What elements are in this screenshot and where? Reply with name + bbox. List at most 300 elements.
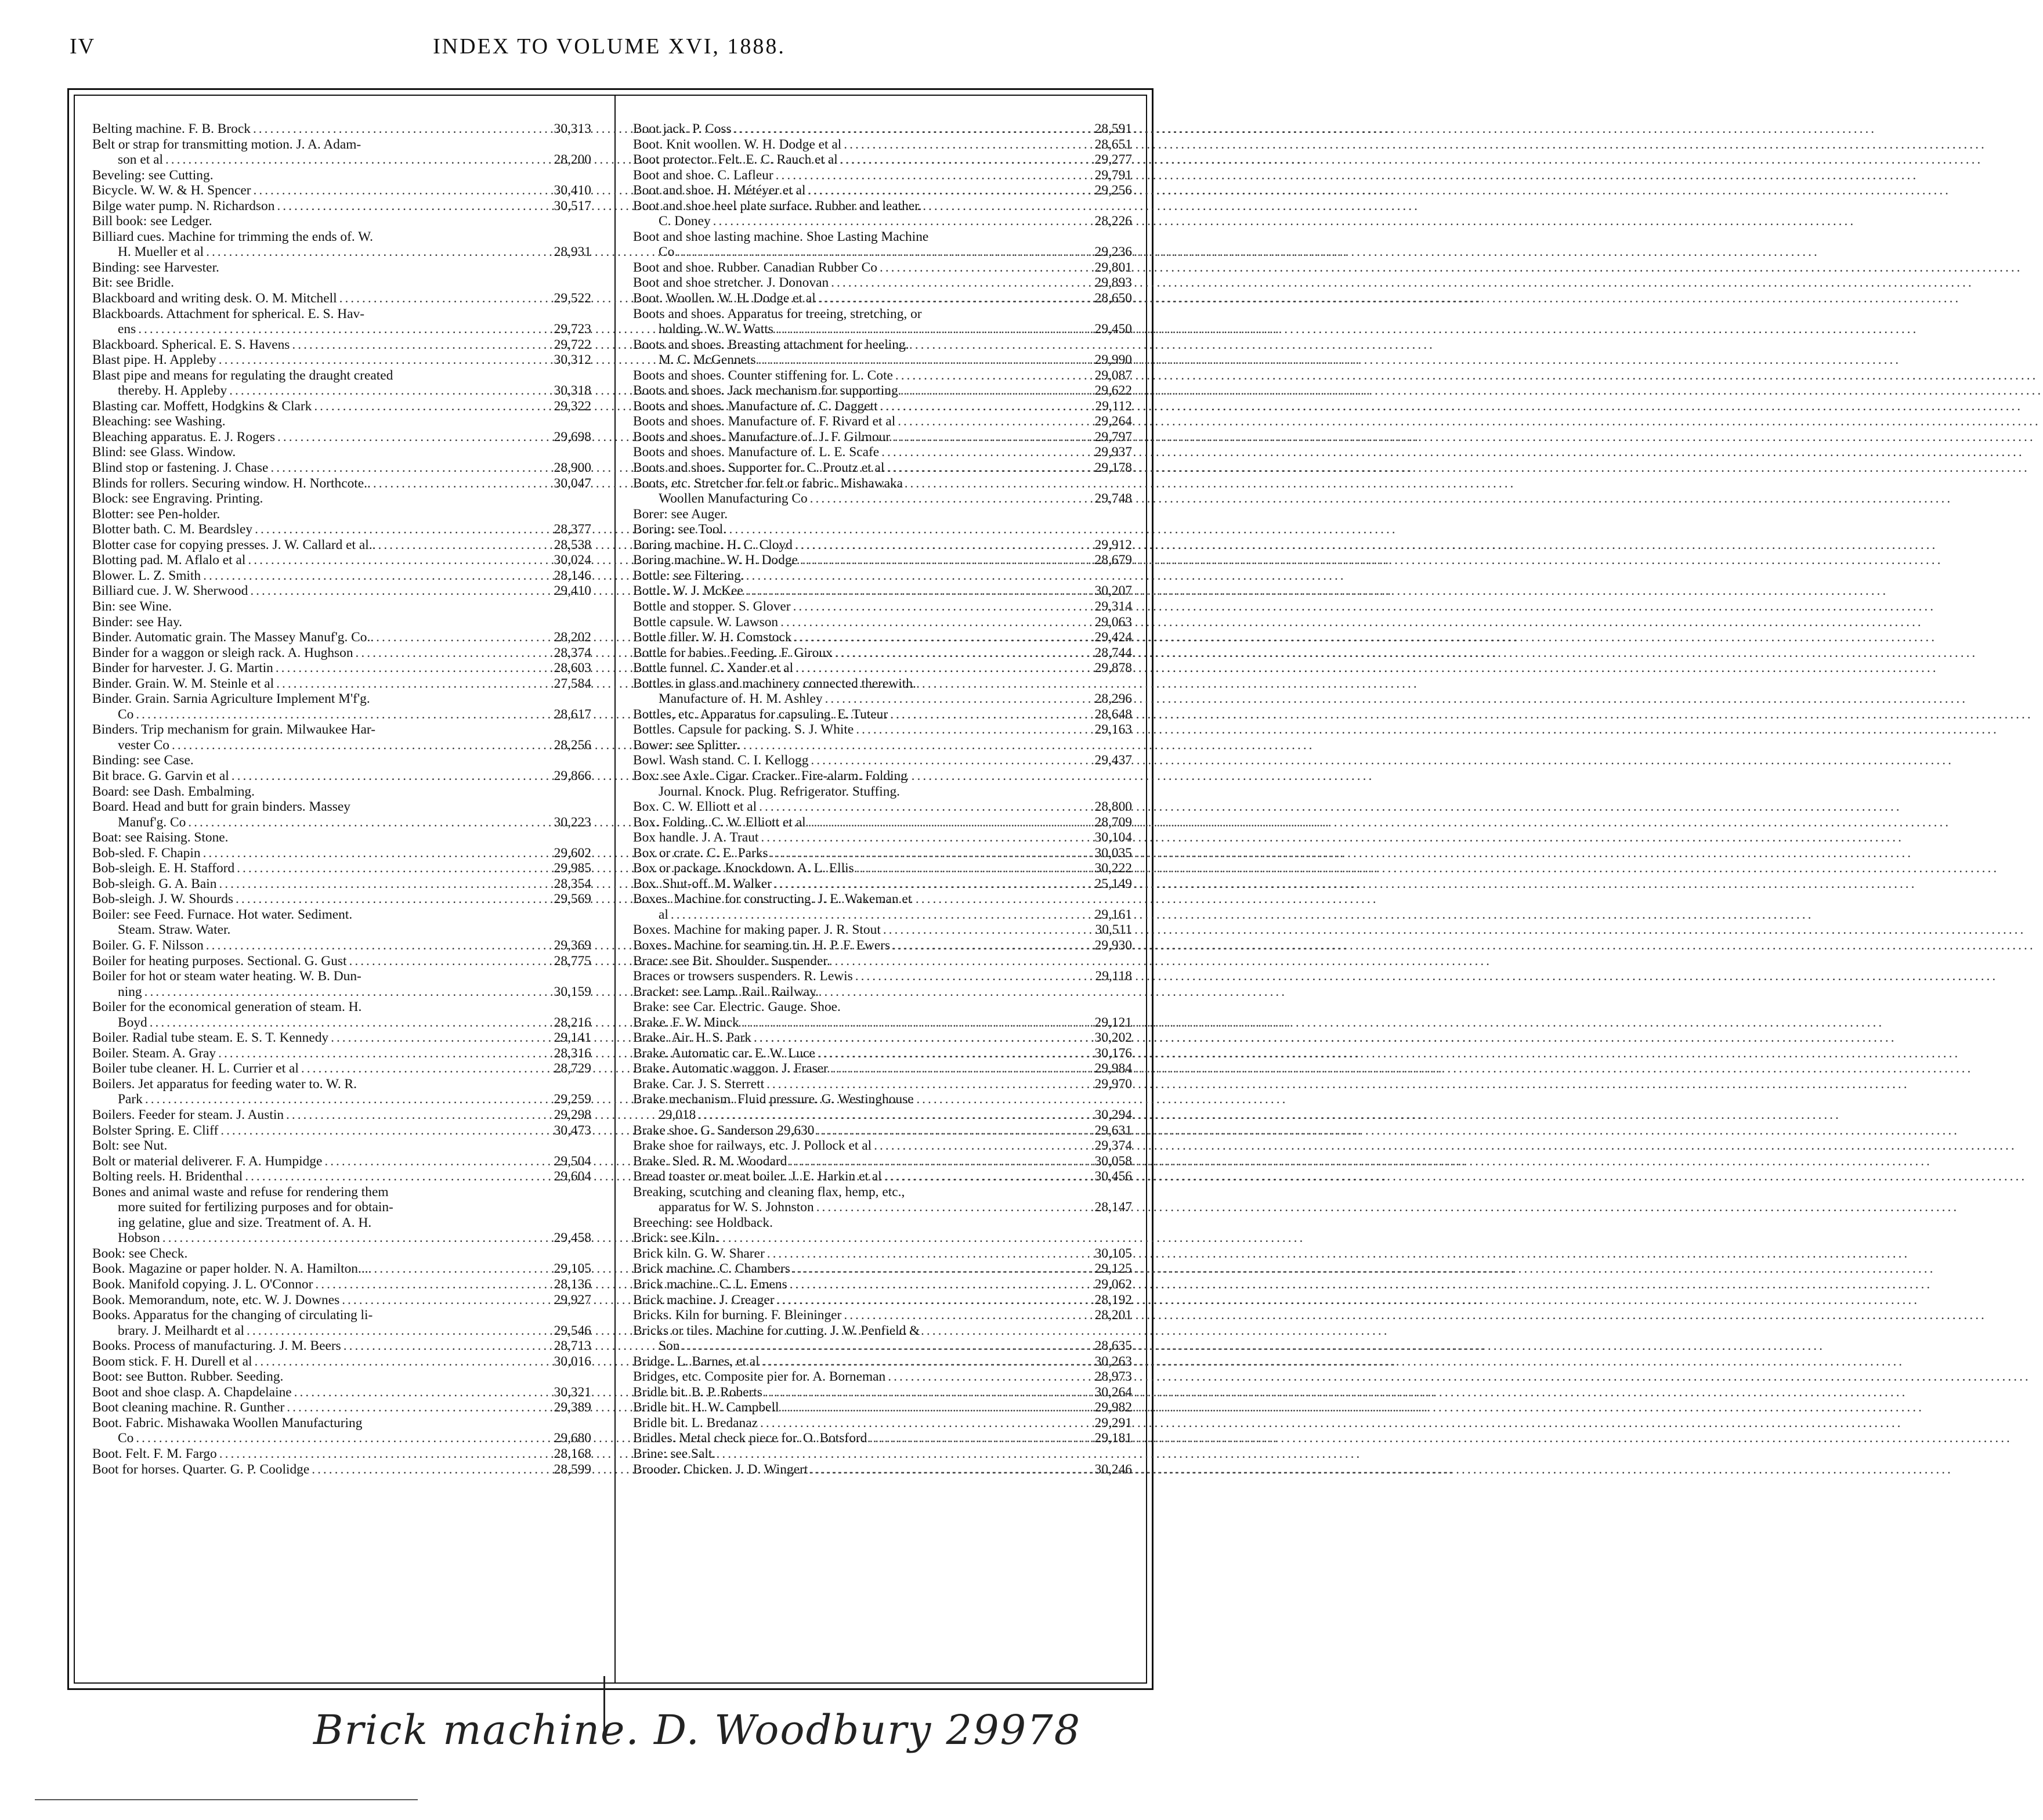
index-entry — [633, 244, 1132, 260]
index-entry — [633, 660, 1132, 676]
index-entry — [633, 599, 1132, 615]
leader-dots — [887, 460, 1074, 476]
entry-text: Boots and shoes. Manufacture of. F. Rivard et al — [633, 414, 896, 429]
patent-number: 29,723 — [554, 322, 591, 337]
patent-number: 28,900 — [554, 460, 591, 476]
leader-dots — [144, 984, 533, 1000]
leader-dots — [811, 753, 1074, 768]
index-entry — [633, 1415, 1132, 1431]
leader-dots — [315, 1277, 533, 1292]
patent-number: 29,112 — [1095, 398, 1132, 414]
patent-number: 28,316 — [554, 1045, 591, 1061]
patent-number: 28,931 — [554, 244, 591, 260]
patent-number: 29,569 — [554, 891, 591, 907]
patent-number: 30,176 — [1094, 1045, 1132, 1061]
index-entry — [633, 491, 1132, 507]
patent-number: 28,202 — [554, 630, 591, 645]
entry-text: Breaking, scutching and cleaning flax, hemp, etc., — [633, 1184, 905, 1200]
index-entry — [92, 1277, 591, 1292]
handwritten-note: Brick machine. D. Woodbury 29978 — [313, 1706, 1082, 1754]
leader-dots — [818, 291, 1074, 306]
entry-text: Boot: see Button. Rubber. Seeding. — [92, 1369, 284, 1385]
index-entry — [92, 583, 591, 599]
entry-text: Brick kiln. G. W. Sharer — [633, 1245, 765, 1261]
index-entry — [92, 815, 591, 830]
leader-dots — [844, 137, 1074, 153]
entry-text: Brake. Car. J. S. Sterrett — [633, 1076, 765, 1092]
leader-dots — [314, 399, 533, 414]
entry-text: Book: see Check. — [92, 1245, 188, 1261]
leader-dots — [767, 1246, 1074, 1262]
leader-dots — [145, 1092, 533, 1107]
entry-text: Boring machine. W. H. Dodge — [633, 552, 798, 568]
index-entry — [633, 1385, 1132, 1400]
entry-text: Binding: see Harvester. — [92, 259, 219, 275]
leader-dots — [777, 1292, 1074, 1308]
leader-dots — [219, 1446, 533, 1462]
leader-dots — [880, 260, 1074, 276]
entry-text: Boilers. Jet apparatus for feeding water to. W. R. — [92, 1076, 357, 1092]
entry-text: Bolt or material deliverer. F. A. Humpidge — [92, 1153, 323, 1169]
index-entry — [633, 445, 1132, 460]
entry-text: Brake. Automatic waggon. J. Fraser — [633, 1061, 828, 1077]
leader-dots — [248, 552, 533, 568]
patent-number: 29,698 — [554, 429, 591, 445]
index-entry — [633, 198, 1132, 214]
entry-text: Bones and animal waste and refuse for rendering them — [92, 1184, 389, 1200]
entry-text: Bolt: see Nut. — [92, 1138, 168, 1154]
patent-number: 29,791 — [1094, 167, 1132, 183]
leader-dots — [237, 861, 533, 876]
entry-text: Boiler for hot or steam water heating. W. B. Dun- — [92, 969, 361, 984]
entry-text: Manuf'g. Co — [118, 814, 186, 830]
entry-text: Brick machine. J. Creager — [633, 1292, 775, 1308]
entry-text: Bracket: see Lamp. Rail. Railway. — [633, 984, 819, 999]
index-entry — [633, 676, 1132, 692]
entry-text: Brake. Automatic car. E. W. Luce — [633, 1045, 815, 1061]
entry-text: Manufacture of. H. M. Ashley — [659, 691, 823, 707]
patent-number: 28,192 — [1094, 1292, 1132, 1308]
entry-text: Brake. Sled. R. M. Woodard — [633, 1153, 787, 1169]
index-entry — [633, 1369, 1132, 1385]
leader-dots — [232, 768, 533, 784]
entry-text: M. C. McGennets — [659, 352, 756, 368]
index-entry — [633, 1277, 1132, 1292]
entry-text: C. Doney — [659, 214, 711, 229]
entry-text: Boots and shoes. Apparatus for treeing, stretching, or — [633, 306, 922, 322]
entry-text: Board. Head and butt for grain binders. Massey — [92, 799, 350, 815]
patent-number: 29,990 — [1094, 352, 1132, 368]
leader-dots — [742, 1015, 1074, 1031]
leader-dots — [780, 615, 1074, 630]
leader-dots — [762, 1354, 1074, 1370]
entry-text: Son — [659, 1338, 680, 1354]
patent-number: 30,047 — [554, 475, 591, 491]
index-entry — [633, 784, 1132, 800]
index-entry — [92, 660, 591, 676]
entry-text: Journal. Knock. Plug. Refrigerator. Stuffing. — [659, 783, 900, 799]
entry-text: ing gelatine, glue and size. Treatment of. A. H. — [118, 1215, 372, 1230]
index-entry — [633, 738, 1132, 753]
entry-text: Binder: see Hay. — [92, 614, 183, 630]
index-entry — [633, 291, 1132, 306]
left-column — [92, 121, 591, 1477]
index-entry — [92, 615, 591, 630]
patent-number: 29,256 — [1094, 183, 1132, 198]
index-entry — [92, 599, 591, 615]
patent-number: 29,866 — [554, 768, 591, 783]
patent-number: 28,216 — [554, 1014, 591, 1030]
index-entry — [92, 891, 591, 907]
leader-dots — [880, 399, 1074, 414]
leader-dots — [795, 537, 1074, 553]
leader-dots — [324, 1154, 533, 1169]
leader-dots — [286, 1107, 533, 1123]
index-entry — [92, 984, 591, 1000]
index-entry — [633, 691, 1132, 707]
patent-number: 28,296 — [1094, 691, 1132, 707]
entry-text: Boots and shoes. Breasting attachment for heeling. — [633, 337, 909, 352]
index-entry — [633, 1338, 1132, 1354]
entry-text: Boot cleaning machine. R. Gunther — [92, 1400, 285, 1415]
patent-number: 30,222 — [1094, 861, 1132, 876]
index-entry — [92, 1077, 591, 1092]
page-title: INDEX TO VOLUME XVI, 1888. — [433, 34, 786, 59]
patent-number: 29,522 — [554, 291, 591, 306]
index-entry — [92, 460, 591, 476]
index-entry — [633, 907, 1132, 923]
index-entry — [92, 784, 591, 800]
index-entry — [633, 383, 1132, 399]
entry-text: Boot and shoe lasting machine. Shoe Lasting Machine — [633, 229, 929, 244]
patent-number: 27,584 — [554, 676, 591, 691]
index-entry — [92, 876, 591, 892]
index-entry — [92, 707, 591, 723]
entry-text: Bower: see Splitter. — [633, 737, 740, 753]
entry-text: Bread toaster or meat boiler. J. E. Harkin et al — [633, 1169, 882, 1185]
entry-text: Co — [118, 1431, 134, 1446]
index-entry — [633, 984, 1132, 1000]
patent-number: 29,622 — [1094, 383, 1132, 399]
entry-text: Bottles. Capsule for packing. S. J. White — [633, 722, 854, 738]
patent-number: 29,437 — [1094, 753, 1132, 768]
index-entry — [92, 861, 591, 876]
index-entry — [633, 861, 1132, 876]
index-entry — [633, 1138, 1132, 1154]
patent-number: 28,256 — [554, 737, 591, 753]
entry-text: Brake mechanism. Fluid pressure. G. Westinghouse — [633, 1092, 914, 1107]
index-entry — [92, 352, 591, 368]
patent-number: 29,298 — [554, 1107, 591, 1122]
leader-dots — [136, 1431, 533, 1446]
patent-number: 29,118 — [1095, 969, 1132, 984]
leader-dots — [713, 214, 1074, 229]
patent-number: 30,024 — [554, 552, 591, 568]
index-entry — [633, 1354, 1132, 1370]
page-number: IV — [70, 34, 96, 59]
entry-text: Binder. Grain. Sarnia Agriculture Implement M'f'g. — [92, 691, 370, 707]
entry-text: Boot. Fabric. Mishawaka Woollen Manufacturing — [92, 1415, 363, 1431]
patent-number: 28,617 — [554, 706, 591, 722]
entry-text: Billiard cues. Machine for trimming the ends of. W. — [92, 229, 373, 244]
index-entry — [92, 322, 591, 337]
index-entry — [633, 1107, 1132, 1123]
entry-text: Boiler tube cleaner. H. L. Currier et al — [92, 1061, 299, 1077]
patent-number: 28,713 — [554, 1338, 591, 1354]
index-entry — [92, 1169, 591, 1185]
index-entry — [633, 1230, 1132, 1246]
index-entry — [92, 1338, 591, 1354]
index-entry — [633, 1061, 1132, 1077]
entry-text: Book. Memorandum, note, etc. W. J. Downes — [92, 1292, 340, 1308]
entry-text: Bridle bit. L. Bredanaz — [633, 1415, 758, 1431]
patent-number: 29,546 — [554, 1323, 591, 1338]
entry-text: Boyd — [118, 1014, 147, 1030]
index-entry — [633, 1015, 1132, 1031]
index-entry — [633, 1123, 1132, 1139]
index-entry — [633, 460, 1132, 476]
leader-dots — [800, 552, 1074, 568]
index-entry — [633, 768, 1132, 784]
patent-number: 29,604 — [554, 1169, 591, 1185]
leader-dots — [219, 352, 533, 368]
entry-text: Beveling: see Cutting. — [92, 167, 214, 183]
index-entry — [92, 830, 591, 846]
patent-number: 29,291 — [1094, 1415, 1132, 1431]
leader-dots — [277, 429, 533, 445]
index-entry — [633, 537, 1132, 553]
index-entry — [633, 630, 1132, 645]
entry-text: Blackboard. Spherical. E. S. Havens — [92, 337, 290, 352]
entry-text: Bill book: see Ledger. — [92, 214, 212, 229]
patent-number: 30,312 — [554, 352, 591, 368]
entry-text: Binder for a waggon or sleigh rack. A. Hughson — [92, 645, 353, 660]
index-entry — [633, 429, 1132, 445]
leader-dots — [856, 861, 1074, 876]
leader-dots — [255, 1354, 533, 1370]
entry-text: Bottle: see Filtering. — [633, 568, 744, 583]
entry-text: Belting machine. F. B. Brock — [92, 121, 251, 136]
leader-dots — [888, 1369, 1074, 1385]
entry-text: Brooder. Chicken. J. D. Wingert — [633, 1461, 808, 1477]
patent-number: 29,801 — [1094, 259, 1132, 275]
patent-number: 29,985 — [554, 861, 591, 876]
index-entry — [633, 152, 1132, 168]
entry-text: brary. J. Meilhardt et al — [118, 1323, 245, 1338]
patent-number: 29,161 — [1094, 907, 1132, 922]
index-entry — [633, 799, 1132, 815]
leader-dots — [203, 846, 533, 861]
entry-text: Blasting car. Moffett, Hodgkins & Clark — [92, 398, 312, 414]
leader-dots — [818, 1046, 1074, 1061]
index-entry — [633, 1246, 1132, 1262]
patent-number: 29,264 — [1094, 414, 1132, 429]
entry-text: Box handle. J. A. Traut — [633, 830, 759, 846]
index-entry — [633, 969, 1132, 984]
entry-text: Bricks. Kiln for burning. F. Bleininger — [633, 1308, 842, 1323]
index-entry — [633, 1215, 1132, 1231]
entry-text: Book. Magazine or paper holder. N. A. Hamilton.... — [92, 1261, 372, 1277]
index-entry — [92, 691, 591, 707]
index-entry — [92, 799, 591, 815]
footer-rule — [35, 1799, 418, 1800]
patent-number: 30,035 — [1094, 845, 1132, 861]
patent-number: 29,314 — [1094, 598, 1132, 614]
entry-text: son et al — [118, 152, 163, 168]
patent-number: 29,063 — [1094, 614, 1132, 630]
leader-dots — [203, 568, 533, 584]
leader-dots — [790, 1277, 1074, 1292]
patent-number: 29,389 — [554, 1400, 591, 1415]
entry-text: Bottles, etc. Apparatus for capsuling. E. Tuteur — [633, 706, 888, 722]
patent-number: 29,322 — [554, 398, 591, 414]
leader-dots — [844, 1308, 1074, 1323]
entry-text: Blotter case for copying presses. J. W. Callard et al.. — [92, 537, 376, 552]
entry-text: Brick: see Kiln. — [633, 1230, 719, 1246]
patent-number: 29,181 — [1094, 1431, 1132, 1446]
entry-text: Box or package. Knockdown. A. L. Ellis — [633, 861, 854, 876]
entry-text: ning — [118, 984, 142, 999]
index-entry — [92, 1046, 591, 1061]
leader-dots — [794, 630, 1074, 645]
entry-text: Binder. Grain. W. M. Steinle et al — [92, 676, 274, 691]
entry-text: Co — [659, 244, 675, 260]
entry-text: Boot and shoe. C. Lafleur — [633, 167, 773, 183]
leader-dots — [771, 846, 1074, 861]
leader-dots — [376, 630, 533, 645]
patent-number: 30,517 — [554, 198, 591, 214]
patent-number: 29,141 — [554, 1030, 591, 1046]
leader-dots — [172, 738, 533, 753]
entry-text: Co — [118, 706, 134, 722]
patent-number: 28,200 — [554, 152, 591, 168]
entry-text: Boot. Woollen. W. H. Dodge et al — [633, 291, 816, 306]
leader-dots — [165, 152, 533, 168]
index-frame-inner — [74, 95, 1147, 1684]
leader-dots — [754, 1030, 1074, 1046]
leader-dots — [874, 1138, 1074, 1154]
entry-text: 29,018 — [659, 1107, 696, 1122]
entry-text: Boot and shoe heel plate surface. Rubber and leather. — [633, 198, 922, 214]
patent-number: 28,226 — [1094, 214, 1132, 229]
entry-text: ens — [118, 322, 136, 337]
entry-text: Box. C. W. Elliott et al — [633, 799, 757, 815]
entry-text: Boilers. Feeder for steam. J. Austin — [92, 1107, 284, 1122]
leader-dots — [236, 891, 533, 907]
patent-number: 29,178 — [1094, 460, 1132, 476]
entry-text: Steam. Straw. Water. — [118, 922, 231, 938]
right-column — [633, 121, 1132, 1477]
entry-text: Brake shoe for railways, etc. J. Pollock et al — [633, 1138, 872, 1154]
index-entry — [633, 1462, 1132, 1478]
patent-number: 29,450 — [1094, 322, 1132, 337]
entry-text: Box. Folding. C. W. Elliott et al — [633, 814, 806, 830]
leader-dots — [892, 938, 1074, 954]
leader-dots — [883, 922, 1074, 938]
entry-text: Blast pipe. H. Appleby — [92, 352, 216, 368]
entry-text: Boot protector. Felt. E. C. Rauch et al — [633, 152, 838, 168]
entry-text: Boiler. G. F. Nilsson — [92, 937, 204, 953]
index-entry — [92, 568, 591, 584]
patent-number: 30,263 — [1094, 1353, 1132, 1369]
index-entry — [92, 969, 591, 984]
entry-text: Blinds for rollers. Securing window. H. Northcote.. — [92, 475, 371, 491]
entry-text: Park — [118, 1092, 143, 1107]
leader-dots — [895, 368, 1074, 384]
index-entry — [92, 275, 591, 291]
patent-number: 29,970 — [1094, 1076, 1132, 1092]
index-entry — [92, 630, 591, 645]
entry-text: Boots and shoes. Counter stiffening for. L. Cote — [633, 367, 893, 383]
entry-text: Boot and shoe. H. Météyer et al — [633, 183, 806, 198]
leader-dots — [760, 1415, 1074, 1431]
index-entry — [92, 183, 591, 198]
patent-number: 29,912 — [1094, 537, 1132, 552]
patent-number: 30,294 — [1094, 1107, 1132, 1122]
index-entry — [92, 198, 591, 214]
entry-text: Bottles in glass and machinery connected therewith. — [633, 676, 916, 691]
entry-text: Boots, etc. Stretcher for felt or fabric. Mishawaka — [633, 475, 903, 491]
patent-number: 29,504 — [554, 1153, 591, 1169]
entry-text: Bob-sleigh. E. H. Stafford — [92, 861, 235, 876]
index-entry — [92, 260, 591, 276]
patent-number: 28,800 — [1094, 799, 1132, 815]
entry-text: Boot for horses. Quarter. G. P. Coolidge — [92, 1461, 310, 1477]
patent-number: 25,149 — [1094, 876, 1132, 891]
leader-dots — [219, 876, 533, 892]
patent-number: 28,374 — [554, 645, 591, 660]
leader-dots — [816, 1123, 1074, 1139]
entry-text: Binder. Automatic grain. The Massey Manuf'g. Co.. — [92, 630, 374, 645]
index-entry — [92, 722, 591, 738]
index-entry — [92, 152, 591, 168]
index-entry — [633, 137, 1132, 153]
index-entry — [633, 476, 1132, 492]
entry-text: Boot. Knit woollen. W. H. Dodge et al — [633, 136, 842, 152]
leader-dots — [677, 244, 1074, 260]
index-entry — [92, 645, 591, 661]
index-entry — [633, 214, 1132, 229]
leader-dots — [349, 954, 534, 969]
index-entry — [92, 1462, 591, 1478]
patent-number: 29,878 — [1094, 660, 1132, 676]
patent-number: 30,104 — [1094, 830, 1132, 846]
index-entry — [92, 1246, 591, 1262]
entry-text: Boxes. Machine for seaming tin. H. P. F. Ewers — [633, 937, 891, 953]
patent-number: 28,650 — [1094, 291, 1132, 306]
leader-dots — [884, 1169, 1074, 1185]
leader-dots — [793, 599, 1074, 615]
index-entry — [92, 1261, 591, 1277]
index-entry — [92, 1292, 591, 1308]
patent-number: 29,748 — [1094, 491, 1132, 507]
patent-number: 29,982 — [1094, 1400, 1132, 1415]
entry-text: Bottle and stopper. S. Glover — [633, 598, 791, 614]
index-entry — [92, 214, 591, 229]
index-entry — [633, 260, 1132, 276]
index-entry — [92, 1385, 591, 1400]
index-entry — [92, 368, 591, 384]
index-entry — [633, 275, 1132, 291]
entry-text: apparatus for W. S. Johnston — [659, 1200, 814, 1215]
entry-text: Books. Process of manufacturing. J. M. Beers — [92, 1338, 341, 1354]
index-entry — [633, 1200, 1132, 1215]
entry-text: Box or crate. C. E. Parks — [633, 845, 768, 861]
entry-text: Bit brace. G. Garvin et al — [92, 768, 229, 783]
index-entry — [92, 537, 591, 553]
patent-number: 28,744 — [1094, 645, 1132, 660]
entry-text: Binding: see Case. — [92, 753, 194, 768]
